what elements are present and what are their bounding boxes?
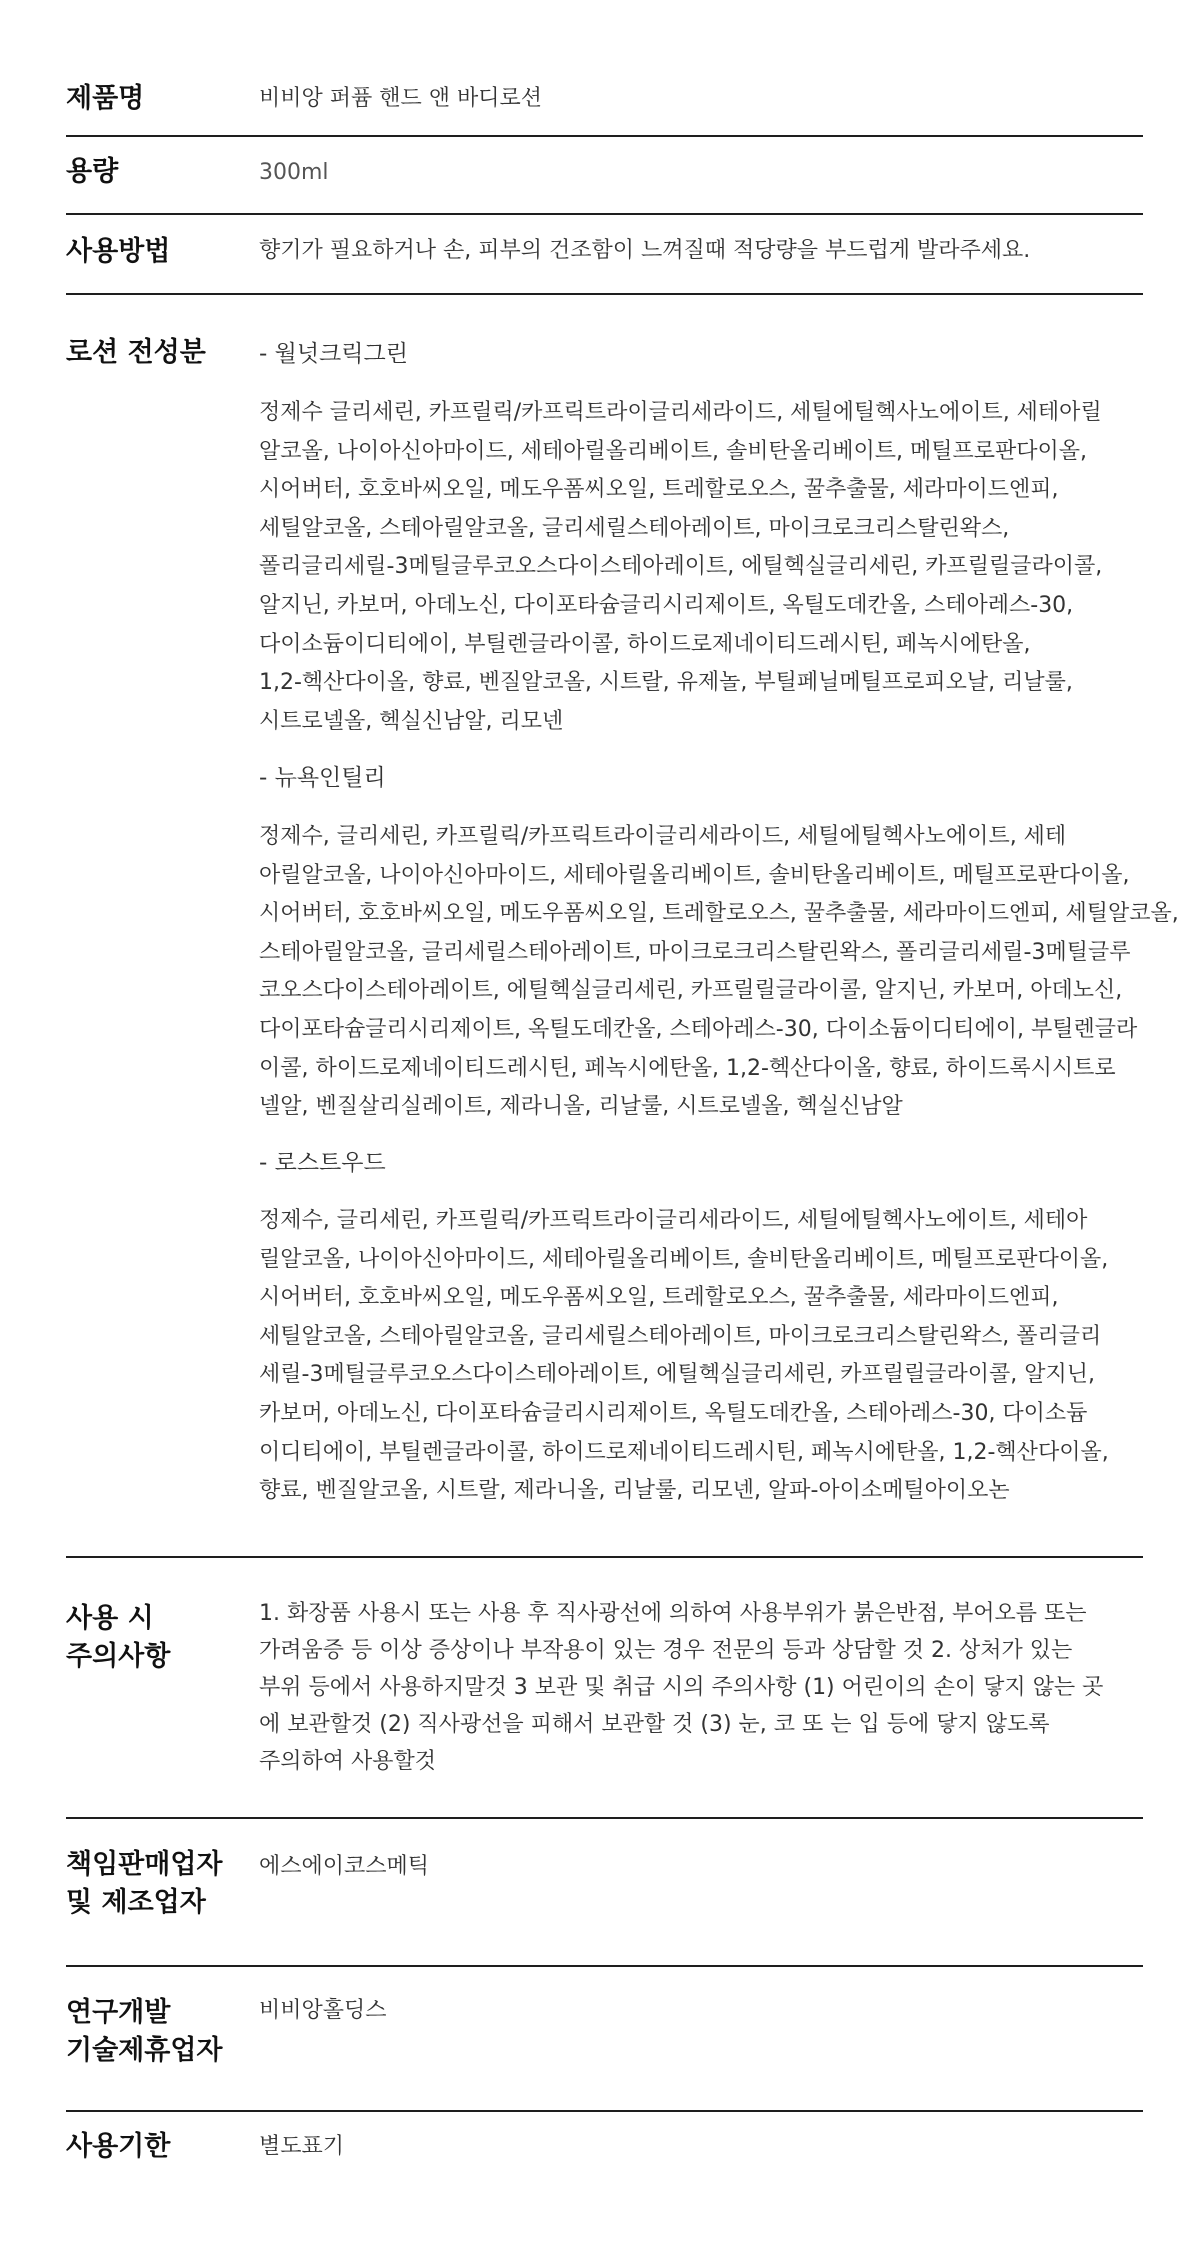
variant-ingredient-list: [259, 1202, 1139, 1511]
usage-row: [66, 226, 1143, 278]
product-name-row: [66, 74, 1143, 126]
usage-value: 향기가 필요하거나 손, 피부의 건조함이 느껴질때 적당량을 부드럽게 발라주세요.: [259, 238, 1031, 263]
manufacturer-value: 에스에이코스메틱: [259, 1854, 430, 1879]
divider: [66, 2110, 1143, 2112]
ingredient-line: 향료, 벤질알코올, 시트랄, 제라니올, 리날룰, 리모넨, 알파-아이소메틸아이오논: [259, 1478, 1010, 1504]
ingredient-line: 폴리글리세릴-3메틸글루코오스다이스테아레이트, 에틸헥실글리세린, 카프릴릴글라이콜,: [259, 554, 1103, 580]
variant-name: - 뉴욕인틸리: [259, 765, 386, 791]
ingredient-line: 다이포타슘글리시리제이트, 옥틸도데칸올, 스테아레스-30, 다이소듐이디티에이, 부틸렌글라: [259, 1016, 1138, 1042]
rnd-row: [66, 1994, 1143, 2104]
volume-value: 300ml: [259, 160, 329, 185]
product-name-value: 비비앙 퍼퓸 핸드 앤 바디로션: [259, 86, 542, 111]
ingredient-line: 시어버터, 호호바씨오일, 메도우폼씨오일, 트레할로오스, 꿀추출물, 세라마이드엔피,: [259, 477, 1059, 503]
ingredient-line: 이콜, 하이드로제네이티드레시틴, 페녹시에탄올, 1,2-헥산다이올, 향료, 하이드록시시트로: [259, 1055, 1116, 1081]
expiry-row: [66, 2128, 1143, 2188]
ingredients-row: [66, 330, 1179, 1530]
ingredient-line: 1,2-헥산다이올, 향료, 벤질알코올, 시트랄, 유제놀, 부틸페닐메틸프로피오날, 리날룰,: [259, 670, 1073, 696]
caution-label: 사용 시 주의사항: [66, 1603, 171, 1672]
variant-name: - 월넛크릭그린: [259, 341, 408, 367]
volume-label: 용량: [66, 156, 119, 187]
divider: [66, 293, 1143, 295]
ingredient-line: 정제수, 글리세린, 카프릴릭/카프릭트라이글리세라이드, 세틸에틸헥사노에이트, 세테: [259, 824, 1067, 849]
caution-row: [66, 1590, 1143, 1790]
ingredient-line: 스테아릴알코올, 글리세릴스테아레이트, 마이크로크리스탈린왁스, 폴리글리세릴-3메틸글루: [259, 939, 1131, 965]
ingredient-line: 카보머, 아데노신, 다이포타슘글리시리제이트, 옥틸도데칸올, 스테아레스-30, 다이소듐: [259, 1400, 1088, 1426]
ingredient-line: 릴알코올, 나이아신아마이드, 세테아릴올리베이트, 솔비탄올리베이트, 메틸프로판다이올,: [259, 1246, 1109, 1272]
manufacturer-label: 책임판매업자 및 제조업자: [66, 1849, 223, 1918]
ingredient-line: 세틸알코올, 스테아릴알코올, 글리세릴스테아레이트, 마이크로크리스탈린왁스,: [259, 515, 1010, 541]
ingredient-line: 시어버터, 호호바씨오일, 메도우폼씨오일, 트레할로오스, 꿀추출물, 세라마이드엔피, 세틸알코올,: [259, 901, 1179, 927]
ingredient-line: 정제수 글리세린, 카프릴릭/카프릭트라이글리세라이드, 세틸에틸헥사노에이트, 세테아릴: [259, 400, 1102, 425]
caution-line: 주의하여 사용할것: [259, 1749, 437, 1774]
rnd-label: 연구개발 기술제휴업자: [66, 1997, 223, 2066]
divider: [66, 1965, 1143, 1967]
manufacturer-row: [66, 1846, 1143, 1956]
ingredient-line: 시트로넬올, 헥실신남알, 리모넨: [259, 708, 564, 734]
product-name-label: 제품명: [66, 83, 145, 114]
usage-label: 사용방법: [66, 236, 171, 267]
ingredient-line: 세릴-3메틸글루코오스다이스테아레이트, 에틸헥실글리세린, 카프릴릴글라이콜, 알지닌,: [259, 1362, 1095, 1388]
expiry-label: 사용기한: [66, 2131, 171, 2162]
caution-line: 1. 화장품 사용시 또는 사용 후 직사광선에 의하여 사용부위가 붉은반점, 부어오름 또는: [259, 1601, 1087, 1626]
caution-line: 부위 등에서 사용하지말것 3 보관 및 취급 시의 주의사항 (1) 어린이의 손이 닿지 않는 곳: [259, 1675, 1104, 1700]
variant-ingredient-list: [259, 818, 1179, 1127]
divider: [66, 1817, 1143, 1819]
ingredient-line: 정제수, 글리세린, 카프릴릭/카프릭트라이글리세라이드, 세틸에틸헥사노에이트, 세테아: [259, 1208, 1088, 1233]
ingredient-line: 넬알, 벤질살리실레이트, 제라니올, 리날룰, 시트로넬올, 헥실신남알: [259, 1094, 903, 1120]
ingredient-line: 아릴알코올, 나이아신아마이드, 세테아릴올리베이트, 솔비탄올리베이트, 메틸프로판다이올,: [259, 862, 1130, 888]
divider: [66, 213, 1143, 215]
ingredient-line: 세틸알코올, 스테아릴알코올, 글리세릴스테아레이트, 마이크로크리스탈린왁스, 폴리글리: [259, 1323, 1102, 1349]
ingredient-line: 다이소듐이디티에이, 부틸렌글라이콜, 하이드로제네이티드레시틴, 페녹시에탄올,: [259, 631, 1031, 657]
ingredient-line: 알코올, 나이아신아마이드, 세테아릴올리베이트, 솔비탄올리베이트, 메틸프로판다이올,: [259, 438, 1088, 464]
divider: [66, 135, 1143, 137]
ingredient-line: 코오스다이스테아레이트, 에틸헥실글리세린, 카프릴릴글라이콜, 알지닌, 카보머, 아데노신,: [259, 978, 1123, 1004]
expiry-value: 별도표기: [259, 2134, 345, 2159]
variant-ingredient-list: [259, 394, 1139, 741]
caution-text: [259, 1595, 1139, 1780]
caution-line: 에 보관할것 (2) 직사광선을 피해서 보관할 것 (3) 눈, 코 또 는 입 등에 닿지 않도록: [259, 1712, 1050, 1737]
rnd-value: 비비앙홀딩스: [259, 1998, 387, 2023]
ingredient-line: 시어버터, 호호바씨오일, 메도우폼씨오일, 트레할로오스, 꿀추출물, 세라마이드엔피,: [259, 1285, 1059, 1311]
caution-line: 가려움증 등 이상 증상이나 부작용이 있는 경우 전문의 등과 상담할 것 2. 상처가 있는: [259, 1638, 1073, 1663]
ingredients-label: 로션 전성분: [66, 337, 206, 368]
ingredient-line: 이디티에이, 부틸렌글라이콜, 하이드로제네이티드레시틴, 페녹시에탄올, 1,2-헥산다이올,: [259, 1439, 1109, 1465]
volume-row: [66, 148, 1143, 200]
divider: [66, 1556, 1143, 1558]
variant-name: - 로스트우드: [259, 1150, 386, 1176]
ingredient-line: 알지닌, 카보머, 아데노신, 다이포타슘글리시리제이트, 옥틸도데칸올, 스테아레스-30,: [259, 592, 1074, 618]
